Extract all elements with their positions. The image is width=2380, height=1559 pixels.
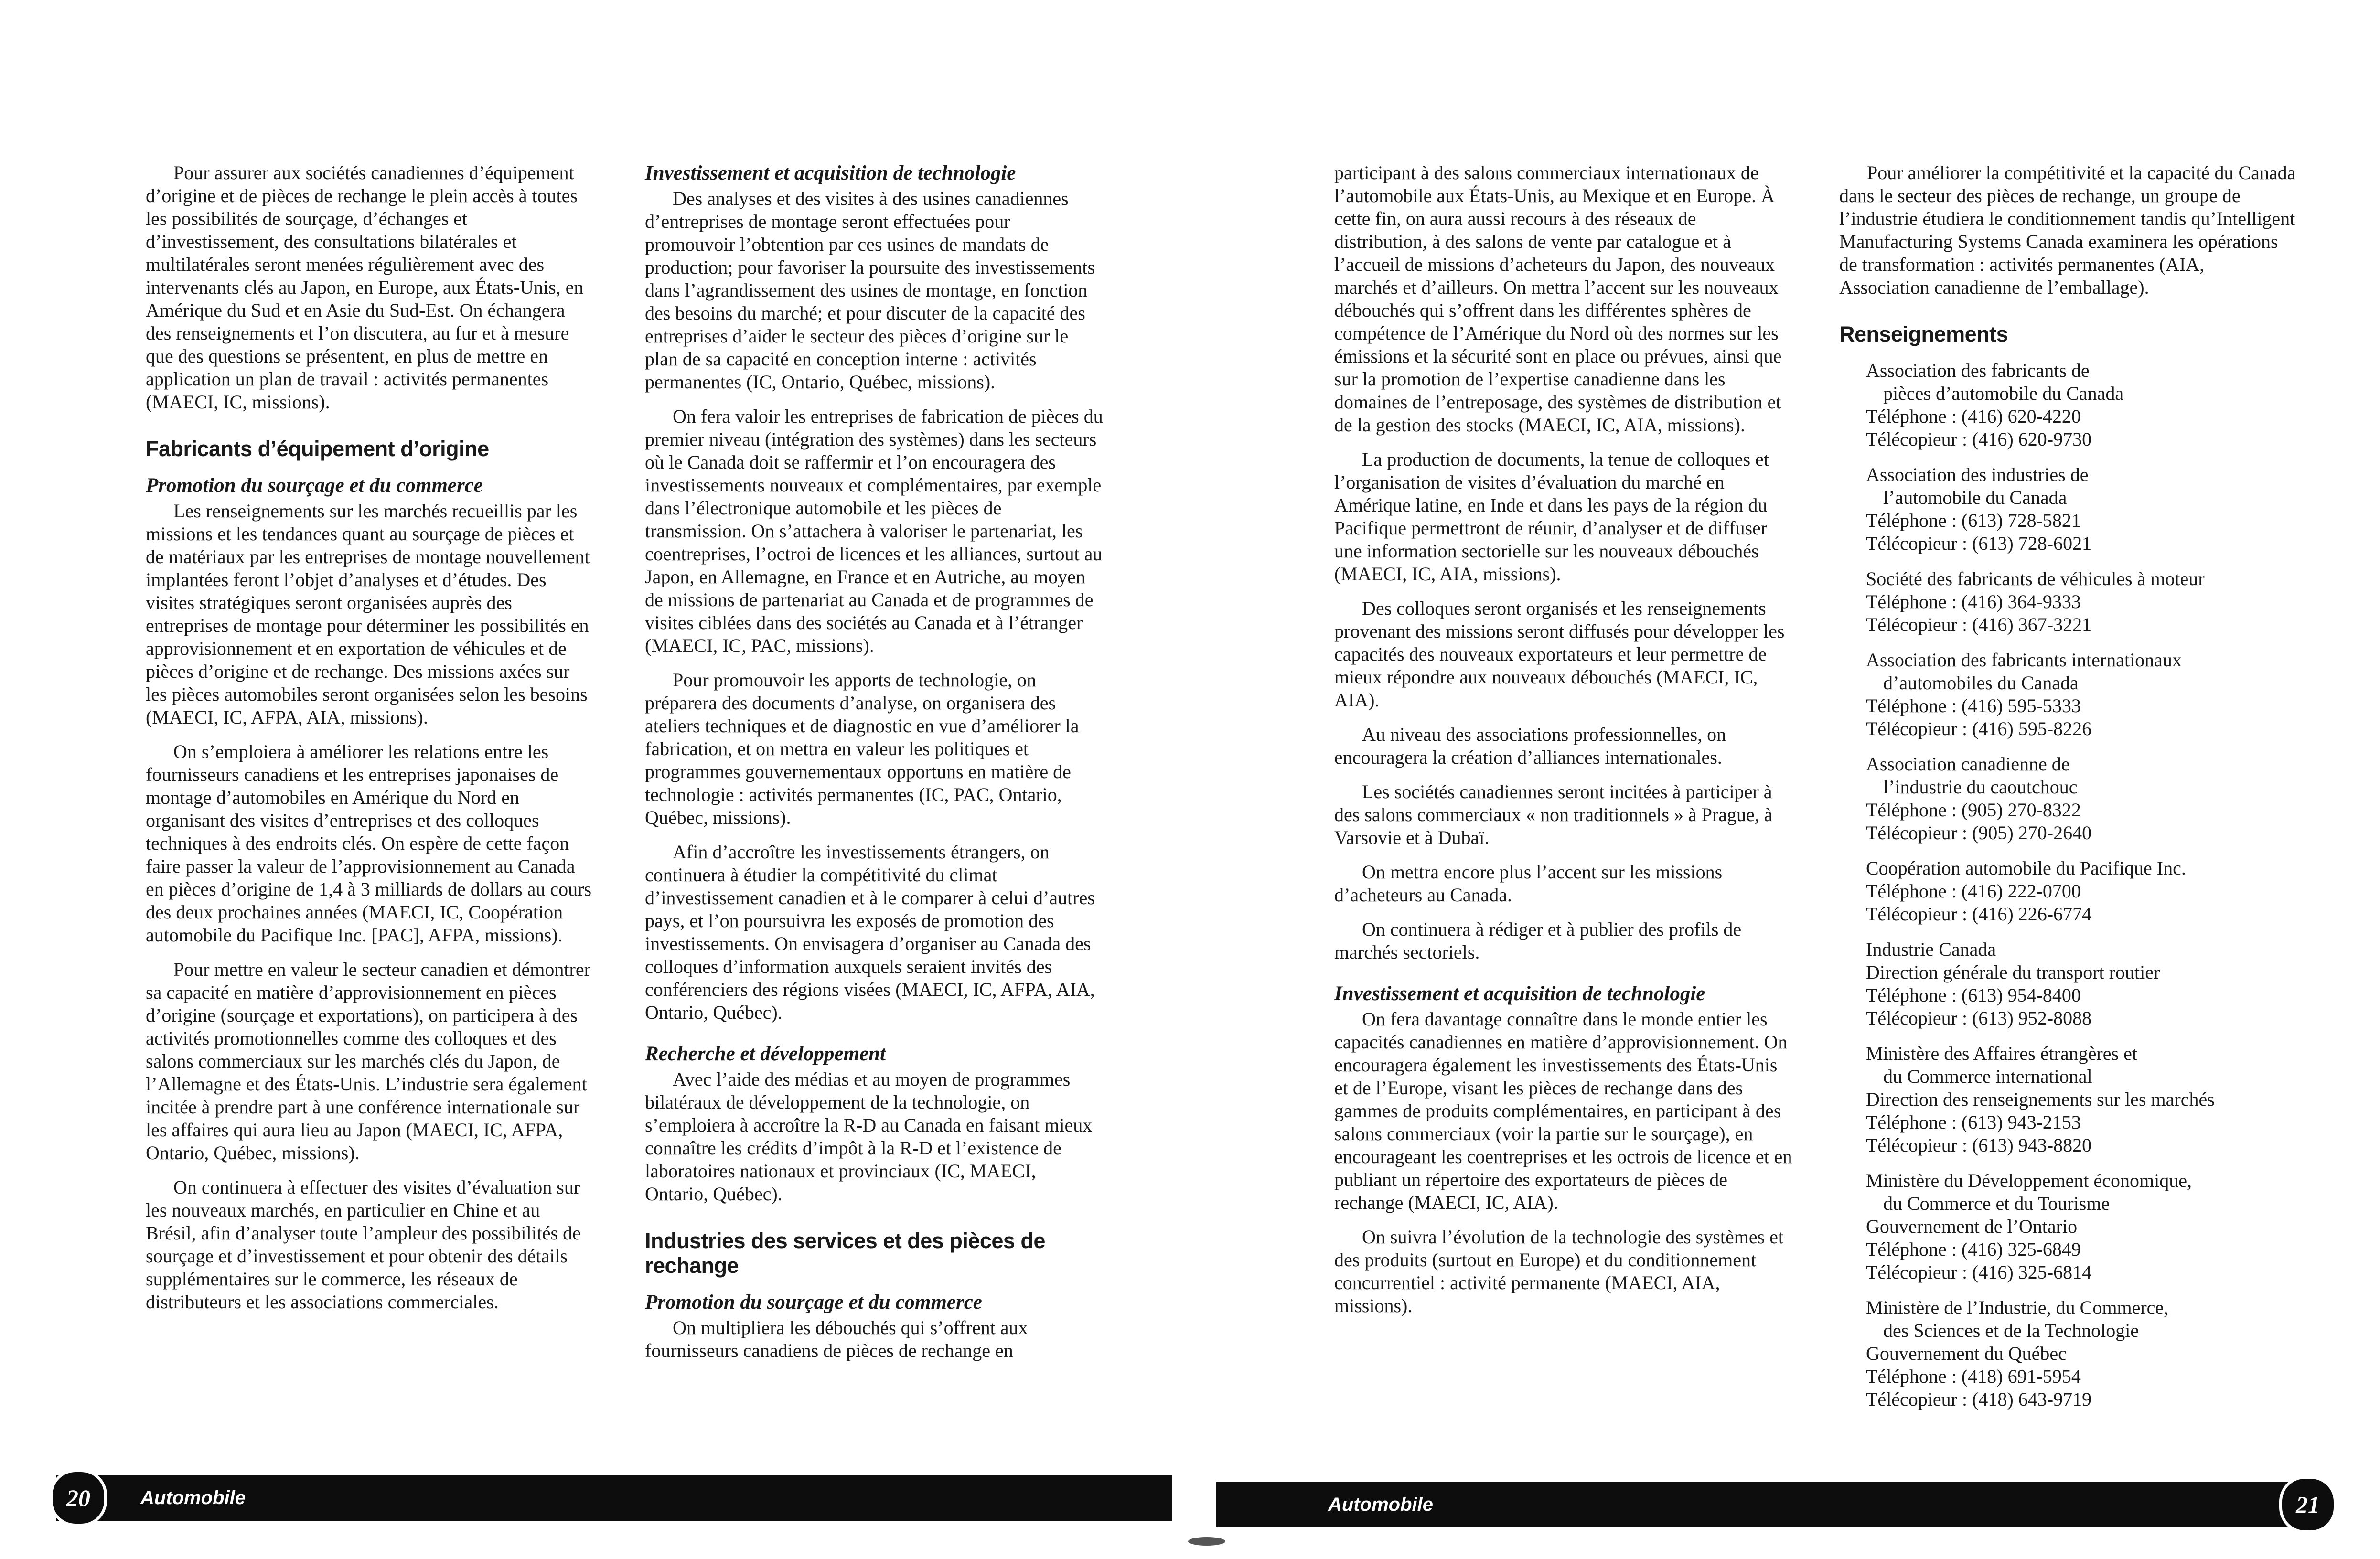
contact-name-line: Industrie Canada — [1866, 939, 1996, 960]
subheading-investment: Investissement et acquisition de technologie — [1334, 982, 1705, 1005]
contact-fax: Télécopieur : (613) 728-6021 — [1866, 533, 2092, 554]
paragraph: Des analyses et des visites à des usines canadiennes d’entreprises de montage seront effectuées pour promouvoir l’obtention par ces usines de mandats de production; pour favoriser la poursuite des investissements dans l’agrandissement des usines de montage, en fonction des besoins du marché; et pour discuter de la capacité des entreprises d’aider le secteur des pièces d’origine sur le plan de sa capacité en conception interne : activités permanentes (IC, Ontario, Québec, missions). — [645, 188, 1095, 393]
paragraph: Pour promouvoir les apports de technologie, on préparera des documents d’analyse, on organisera des ateliers techniques et de diagnostic en vue d’améliorer la fabrication, et on mettra en valeur les politiques et programmes gouvernementaux opportuns en matière de technologie : activités permanentes (IC, PAC, Ontario, Québec, missions). — [645, 669, 1079, 828]
contact-phone: Téléphone : (416) 620-4220 — [1866, 406, 2081, 427]
paragraph: Pour assurer aux sociétés canadiennes d’équipement d’origine et de pièces de rechange le plein accès à toutes les possibilités de sourçage, d’échanges et d’investissement, des consultations bilatérales et multilatérales seront menées régulièrement avec des intervenants clés au Japon, en Europe, aux États-Unis, en Amérique du Sud et en Asie du Sud-Est. On échangera des renseignements et l’on discutera, au fur et à mesure que des questions se présentent, en plus de mettre en application un plan de travail : activités permanentes (MAECI, IC, missions). — [146, 162, 584, 413]
contact-name-line: Association des fabricants de — [1866, 360, 2090, 381]
left-column-1 — [146, 161, 595, 1325]
contact-fax: Télécopieur : (905) 270-2640 — [1866, 822, 2092, 844]
contact-phone: Téléphone : (905) 270-8322 — [1866, 799, 2081, 821]
paragraph: Pour mettre en valeur le secteur canadien et démontrer sa capacité en matière d’approvisionnement en pièces d’origine (sourçage et exportations), on participera à des activités promotionnelles comme des colloques et des salons commerciaux sur les marchés clés du Japon, de l’Allemagne et des États-Unis. L’industrie sera également incitée à prendre part à une conférence internationale sur les affaires qui aura lieu au Japon (MAECI, IC, AFPA, Ontario, Québec, missions). — [146, 959, 590, 1164]
left-column-2 — [645, 161, 1104, 1374]
paragraph: La production de documents, la tenue de colloques et l’organisation de visites d’évaluation du marché en Amérique latine, en Inde et dans les pays de la région du Pacifique permettront de réunir, d’analyser et de diffuser une information sectorielle sur les nouveaux débouchés (MAECI, IC, AIA, missions). — [1334, 448, 1769, 585]
subheading-promotion: Promotion du sourçage et du commerce — [146, 474, 483, 497]
footer-section-label: Automobile — [140, 1487, 246, 1508]
contact-name-line: d’automobiles du Canada — [1883, 672, 2079, 694]
contact-phone: Téléphone : (416) 325-6849 — [1866, 1239, 2081, 1260]
paragraph: On suivra l’évolution de la technologie des systèmes et des produits (surtout en Europe) et du conditionnement concurrentiel : activité permanente (MAECI, AIA, missions). — [1334, 1226, 1784, 1316]
contact-name-line: du Commerce et du Tourisme — [1883, 1193, 2110, 1214]
contact-entry — [1866, 463, 2298, 555]
contact-fax: Télécopieur : (613) 943-8820 — [1866, 1134, 2092, 1156]
contact-phone: Téléphone : (613) 943-2153 — [1866, 1111, 2081, 1133]
right-column-2 — [1839, 161, 2298, 1423]
contact-name-line: Coopération automobile du Pacifique Inc. — [1866, 857, 2186, 879]
contact-name-line: Direction des renseignements sur les marchés — [1866, 1089, 2215, 1110]
subheading-investment: Investissement et acquisition de technologie — [645, 162, 1016, 184]
contact-name-line: Association canadienne de — [1866, 753, 2070, 775]
paragraph: Pour améliorer la compétitivité et la capacité du Canada dans le secteur des pièces de rechange, un groupe de l’industrie étudiera le conditionnement tandis qu’Intelligent Manufacturing Systems Canada examinera les opérations de transformation : activités permanentes (AIA, Association canadienne de l’emballage). — [1839, 162, 2296, 298]
contact-fax: Télécopieur : (416) 367-3221 — [1866, 614, 2092, 635]
contact-name-line: Ministère de l’Industrie, du Commerce, — [1866, 1297, 2169, 1318]
contact-name-line: Gouvernement de l’Ontario — [1866, 1216, 2078, 1237]
contact-fax: Télécopieur : (418) 643-9719 — [1866, 1388, 2092, 1410]
paragraph: On multipliera les débouchés qui s’offrent aux fournisseurs canadiens de pièces de rechange en — [645, 1317, 1028, 1361]
contact-entry — [1866, 567, 2298, 636]
contact-entry — [1866, 1042, 2298, 1157]
contact-entry — [1866, 753, 2298, 844]
contact-entry — [1866, 1296, 2298, 1411]
contact-name-line: l’industrie du caoutchouc — [1883, 776, 2078, 798]
contact-phone: Téléphone : (416) 595-5333 — [1866, 695, 2081, 716]
section-heading-oem: Fabricants d’équipement d’origine — [146, 437, 489, 461]
contact-name-line: Association des fabricants internationaux — [1866, 649, 2182, 671]
paragraph: On fera davantage connaître dans le monde entier les capacités canadiennes en matière d’approvisionnement. On encouragera également les investissements des États-Unis et de l’Europe, visant les pièces de rechange dans des gammes de produits complémentaires, en participant à des salons commerciaux (voir la partie sur le sourçage), en encourageant les coentreprises et les octrois de licence et en publiant un répertoire des exportateurs de pièces de rechange (MAECI, IC, AIA). — [1334, 1008, 1792, 1213]
subheading-research: Recherche et développement — [645, 1043, 886, 1065]
contact-fax: Télécopieur : (613) 952-8088 — [1866, 1007, 2092, 1029]
contact-name-line: Direction générale du transport routier — [1866, 961, 2160, 983]
paragraph: On s’emploiera à améliorer les relations entre les fournisseurs canadiens et les entreprises japonaises de montage d’automobiles en Amérique du Nord en organisant des visites d’entreprises et des colloques techniques à des endroits clés. On espère de cette façon faire passer la valeur de l’approvisionnement au Canada en pièces d’origine de 1,4 à 3 milliards de dollars au cours des deux prochaines années (MAECI, IC, Coopération automobile du Pacifique Inc. [PAC], AFPA, missions). — [146, 741, 592, 946]
paragraph: Les sociétés canadiennes seront incitées à participer à des salons commerciaux « non traditionnels » à Prague, à Varsovie et à Dubaï. — [1334, 781, 1773, 848]
paragraph: On mettra encore plus l’accent sur les missions d’acheteurs au Canada. — [1334, 861, 1723, 906]
footer-bar-left — [56, 1475, 1172, 1521]
contact-name-line: du Commerce international — [1883, 1066, 2092, 1087]
paragraph: participant à des salons commerciaux internationaux de l’automobile aux États-Unis, au Mexique et en Europe. À cette fin, on aura aussi recours à des réseaux de distribution, à des salons de vente par catalogue et à l’accueil de missions d’acheteurs du Japon, des nouveaux marchés et d’ailleurs. On mettra l’accent sur les nouveaux débouchés qui s’offrent dans les différentes sphères de compétence de l’Amérique du Nord où des normes sur les émissions et la sécurité sont en place ou prévues, ainsi que sur la promotion de l’expertise canadienne dans les domaines de l’entreposage, des systèmes de distribution et de la gestion des stocks (MAECI, IC, AIA, missions). — [1334, 162, 1782, 436]
contact-entry — [1866, 857, 2298, 926]
contact-name-line: Ministère du Développement économique, — [1866, 1170, 2192, 1191]
page-number-left: 20 — [50, 1469, 107, 1527]
contact-name-line: Ministère des Affaires étrangères et — [1866, 1043, 2137, 1064]
footer-section-label: Automobile — [1328, 1494, 1433, 1515]
contact-entry — [1866, 359, 2298, 451]
contact-phone: Téléphone : (613) 954-8400 — [1866, 984, 2081, 1006]
section-heading-services: Industries des services et des pièces de rechange — [645, 1228, 1045, 1278]
paragraph: On continuera à rédiger et à publier des profils de marchés sectoriels. — [1334, 918, 1742, 963]
contact-entry — [1866, 649, 2298, 740]
contact-name-line: Gouvernement du Québec — [1866, 1343, 2067, 1364]
right-page — [1190, 0, 2380, 1559]
contact-entry — [1866, 1169, 2298, 1284]
page-number-right: 21 — [2279, 1476, 2337, 1533]
contact-entry — [1866, 938, 2298, 1030]
contact-phone: Téléphone : (416) 222-0700 — [1866, 880, 2081, 902]
contact-name-line: Société des fabricants de véhicules à moteur — [1866, 568, 2205, 589]
contact-name-line: Association des industries de — [1866, 464, 2089, 485]
contact-name-line: l’automobile du Canada — [1883, 487, 2067, 508]
paragraph: Avec l’aide des médias et au moyen de programmes bilatéraux de développement de la technologie, on s’emploiera à accroître la R-D au Canada en faisant mieux connaître les crédits d’impôt à la R-D et l’existence de laboratoires nationaux et provinciaux (IC, MAECI, Ontario, Québec). — [645, 1068, 1093, 1205]
paragraph: Au niveau des associations professionnelles, on encouragera la création d’alliances internationales. — [1334, 724, 1726, 768]
contact-fax: Télécopieur : (416) 226-6774 — [1866, 903, 2092, 925]
paragraph: On fera valoir les entreprises de fabrication de pièces du premier niveau (intégration des systèmes) dans les secteurs où le Canada doit se raffermir et l’on encouragera des investissements nouveaux et complémentaires, par exemple dans l’électronique automobile et les pièces de transmission. On s’attachera à valoriser le partenariat, les coentreprises, l’octroi de licences et les alliances, surtout au Japon, en Allemagne, en France et en Autriche, au moyen de missions de partenariat au Canada et de programmes de visites ciblées dans des sociétés au Canada et à l’étranger (MAECI, IC, PAC, missions). — [645, 406, 1103, 656]
binding-mark — [1188, 1537, 1225, 1546]
paragraph: On continuera à effectuer des visites d’évaluation sur les nouveaux marchés, en particulier en Chine et au Brésil, afin d’analyser toute l’ampleur des possibilités de sourçage et d’investissement et pour obtenir des détails supplémentaires sur le commerce, les réseaux de distributeurs et les associations commerciales. — [146, 1176, 581, 1313]
contact-list — [1866, 359, 2298, 1411]
subheading-promotion: Promotion du sourçage et du commerce — [645, 1291, 982, 1313]
contact-phone: Téléphone : (418) 691-5954 — [1866, 1366, 2081, 1387]
right-column-1 — [1334, 161, 1793, 1329]
section-heading-info: Renseignements — [1839, 322, 2008, 346]
contact-fax: Télécopieur : (416) 620-9730 — [1866, 428, 2092, 450]
paragraph: Afin d’accroître les investissements étrangers, on continuera à étudier la compétitivité du climat d’investissement canadien et à le comparer à celui d’autres pays, et l’on poursuivra les exposés de promotion des investissements. On envisagera d’organiser au Canada des colloques d’information auxquels seraient invités des conférenciers des régions visées (MAECI, IC, AFPA, AIA, Ontario, Québec). — [645, 841, 1095, 1023]
contact-phone: Téléphone : (613) 728-5821 — [1866, 510, 2081, 531]
paragraph: Les renseignements sur les marchés recueillis par les missions et les tendances quant au sourçage de pièces et de matériaux par les entreprises de montage nouvellement implantées feront l’objet d’analyses et d’études. Des visites stratégiques seront organisées auprès des entreprises de montage pour déterminer les possibilités en approvisionnement et en exportation de véhicules et de pièces d’origine et de rechange. Des missions axées sur les pièces automobiles seront organisées selon les besoins (MAECI, IC, AFPA, AIA, missions). — [146, 500, 590, 728]
contact-name-line: des Sciences et de la Technologie — [1883, 1320, 2139, 1341]
footer-bar-right — [1216, 1482, 2295, 1527]
contact-fax: Télécopieur : (416) 595-8226 — [1866, 718, 2092, 739]
contact-name-line: pièces d’automobile du Canada — [1883, 383, 2124, 404]
contact-phone: Téléphone : (416) 364-9333 — [1866, 591, 2081, 612]
contact-fax: Télécopieur : (416) 325-6814 — [1866, 1261, 2092, 1283]
paragraph: Des colloques seront organisés et les renseignements provenant des missions seront diffusés pour développer les capacités des nouveaux exportateurs et leur permettre de mieux répondre aux nouveaux débouchés (MAECI, IC, AIA). — [1334, 598, 1785, 711]
